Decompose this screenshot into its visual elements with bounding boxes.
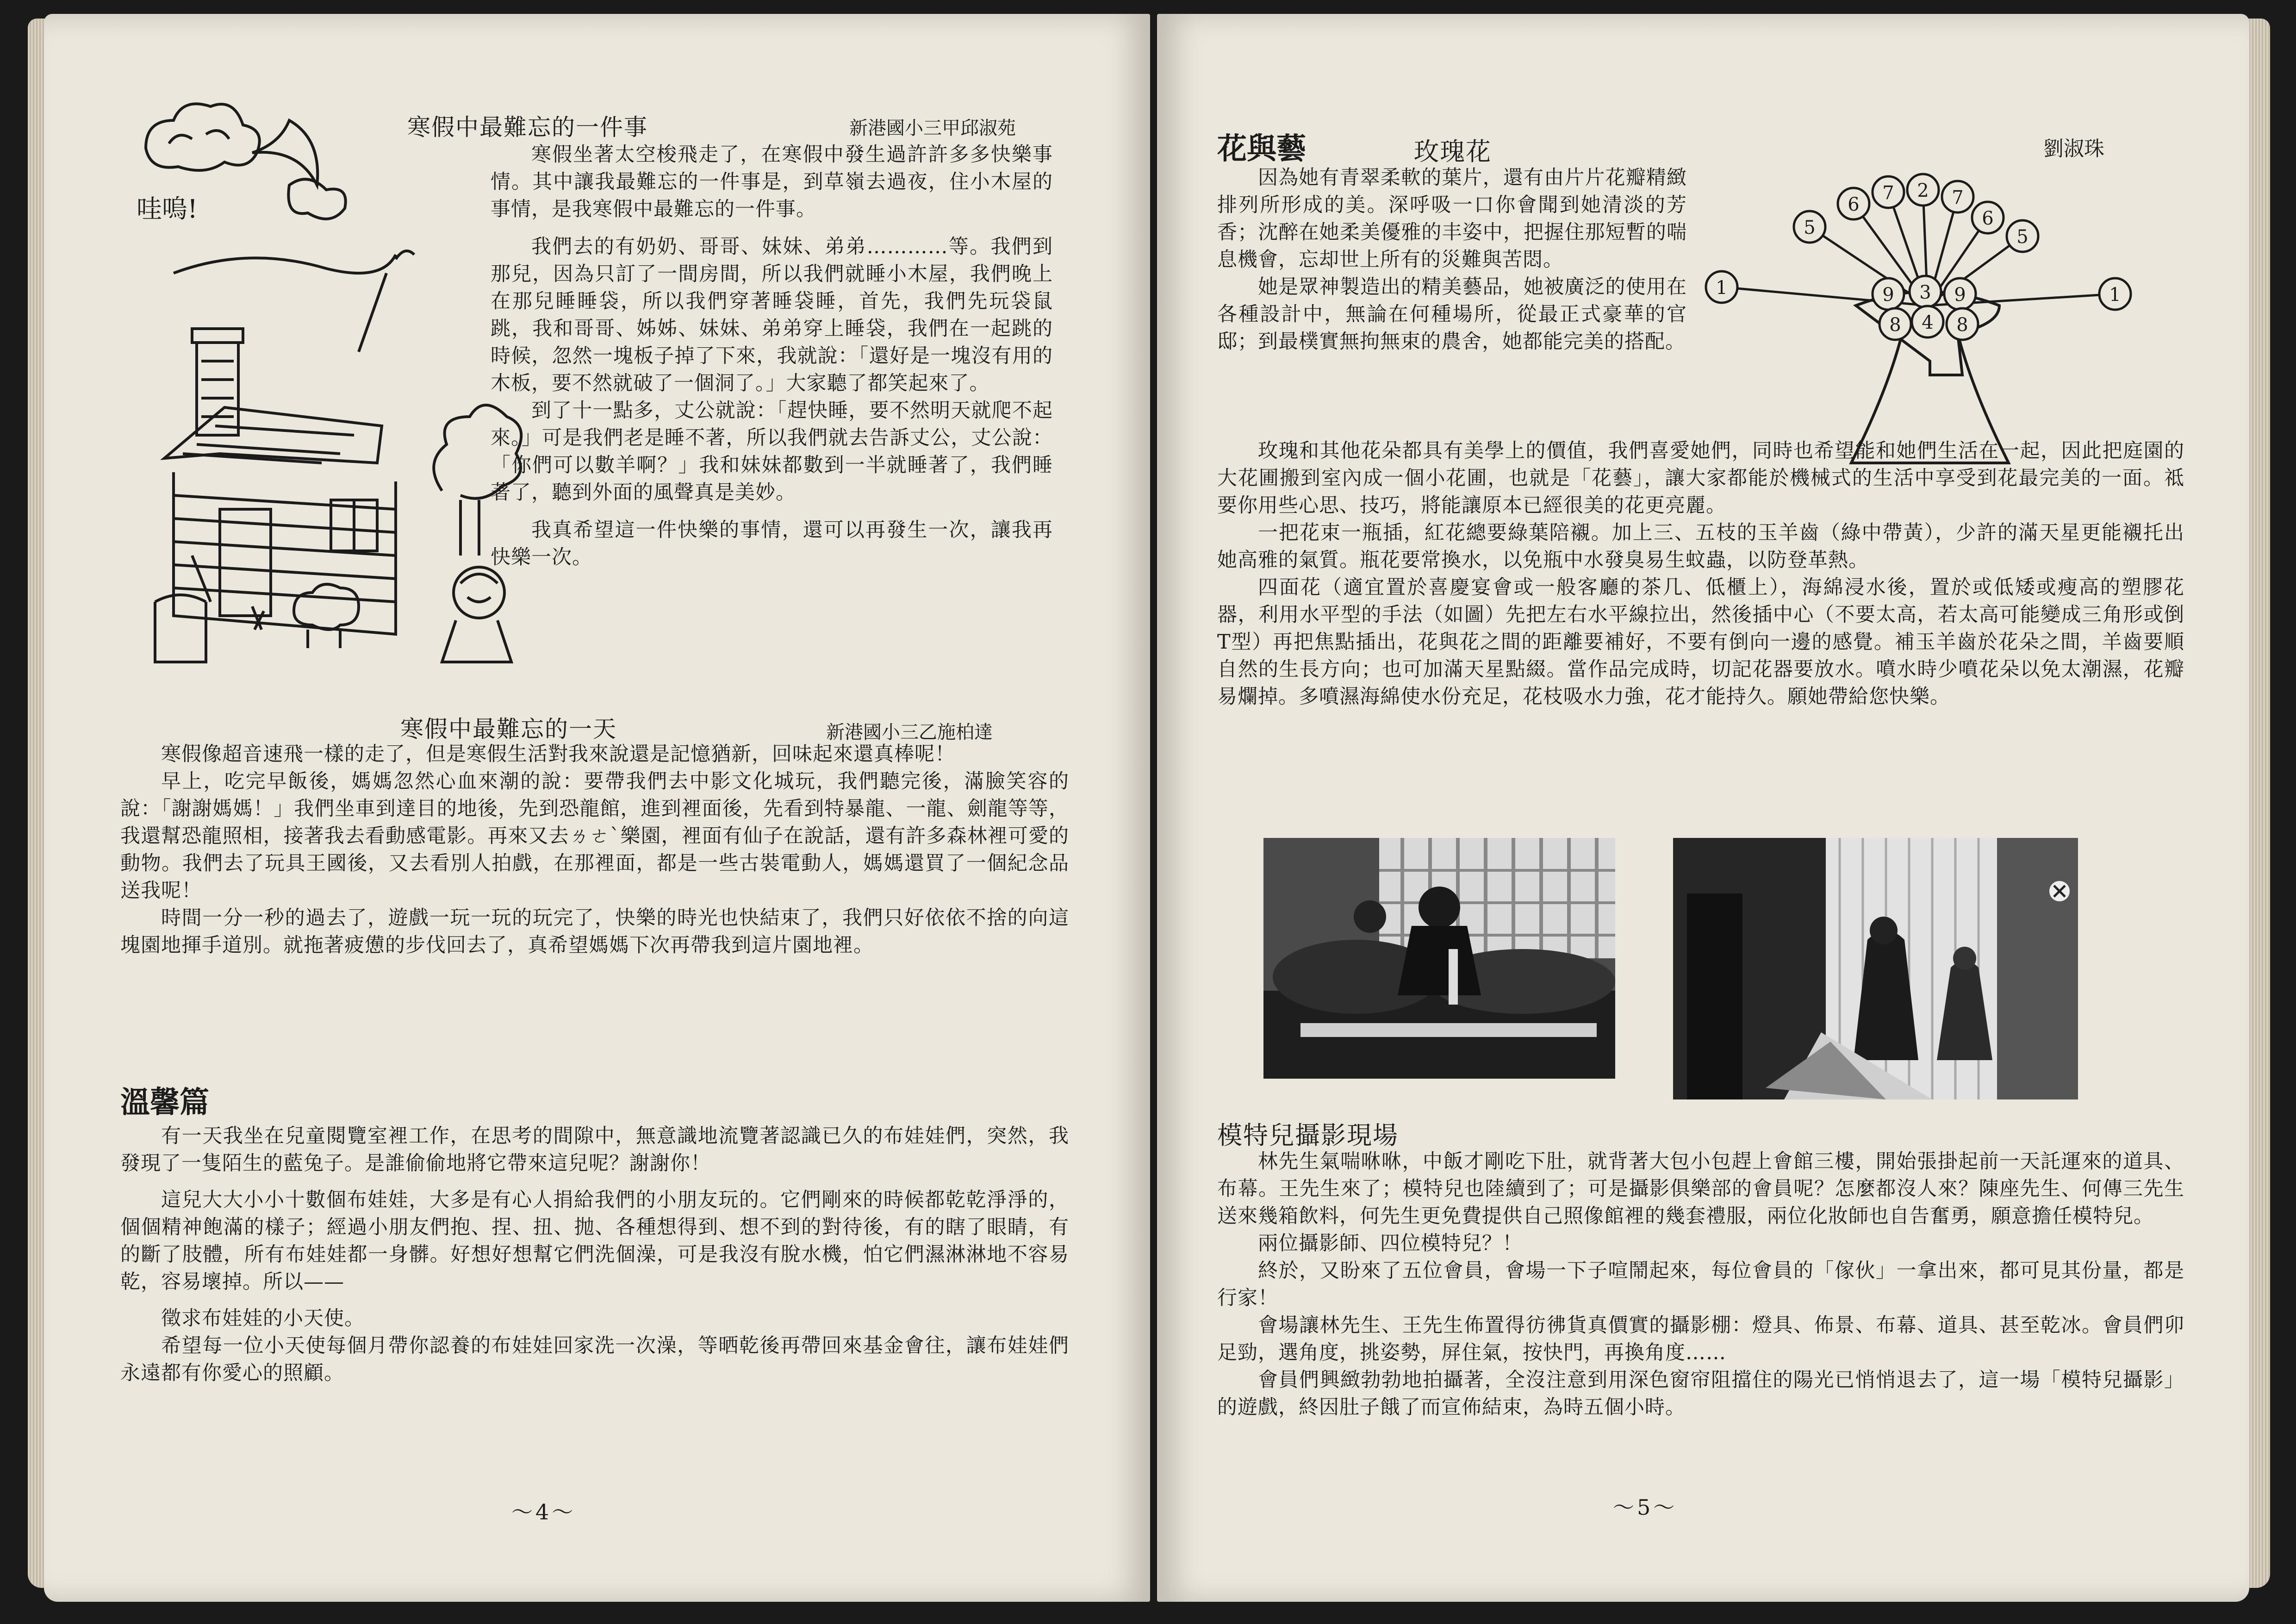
- story2-paragraph: 時間一分一秒的過去了，遊戲一玩一玩的玩完了，快樂的時光也快結束了，我們只好依依不捨的向這塊園地揮手道別。就拖著疲憊的步伐回去了，真希望媽媽下次再帶我到這片園地裡。: [120, 906, 1069, 957]
- flower-section-subheading: 玫瑰花: [1414, 137, 1492, 166]
- flower-paragraph: 因為她有青翠柔軟的葉片，還有由片片花瓣精緻排列所形成的美。深呼吸一口你會聞到她清淡的芳香；沈醉在她柔美優雅的丰姿中，把握住那短暫的喘息機會，忘却世上所有的災難與苦悶。: [1217, 166, 1687, 271]
- story1-paragraph: 我真希望這一件快樂的事情，還可以再發生一次，讓我再快樂一次。: [491, 518, 1053, 569]
- story2-body: [120, 741, 1069, 959]
- story1-paragraph: 我們去的有奶奶、哥哥、妹妹、弟弟…………等。我們到那兒，因為只訂了一間房間，所以我們就睡小木屋，我們晚上在那兒睡睡袋，所以我們穿著睡袋睡，首先，我們先玩袋鼠跳，我和哥哥、姊姊、妹妹、弟弟穿上睡袋，我們在一起跳的時候，忽然一塊板子掉了下來，我就說：「還好是一塊沒有用的木板，要不然就破了一個洞了。」大家聽了都笑起來了。: [491, 235, 1053, 395]
- model-shoot-heading: 模特兒攝影現場: [1217, 1121, 1399, 1150]
- story3-heading: 溫馨篇: [120, 1085, 209, 1120]
- model-shoot-body: [1217, 1148, 2184, 1421]
- model-shoot-paragraph: 會員們興緻勃勃地拍攝著，全沒注意到用深色窗帘阻擋住的陽光已悄悄退去了，這一場「模特兒攝影」的遊戲，終因肚子餓了而宣佈結束，為時五個小時。: [1217, 1368, 2184, 1419]
- flower-paragraph: 四面花（適宜置於喜慶宴會或一般客廳的茶几、低櫃上），海綿浸水後，置於或低矮或瘦高的塑膠花器，利用水平型的手法（如圖）先把左右水平線拉出，然後插中心（不要太高，若太高可能變成三角形或倒T型）再把焦點插出，花與花之間的距離要補好，不要有倒向一邊的感覺。補玉羊齒於花朵之間，羊齒要順自然的生長方向；也可加滿天星點綴。當作品完成時，切記花器要放水。噴水時少噴花朵以免太潮濕，花瓣易爛掉。多噴濕海綿使水份充足，花枝吸水力強，花才能持久。願她帶給您快樂。: [1217, 576, 2184, 708]
- diagram-flower-label: 4: [1922, 312, 1934, 333]
- flower-body-narrow: [1217, 164, 1687, 356]
- book-edge-right: [2247, 19, 2270, 1588]
- flower-body-wide: [1217, 437, 2184, 711]
- diagram-flower-label: 1: [2109, 284, 2121, 306]
- diagram-flower-label: 7: [1882, 182, 1894, 204]
- model-shoot-paragraph: 兩位攝影師、四位模特兒？！: [1258, 1232, 1523, 1255]
- model-shoot-paragraph: 會場讓林先生、王先生佈置得彷彿貨真價實的攝影棚：燈具、佈景、布幕、道具、甚至乾冰。會員們卯足勁，選角度，挑姿勢，屏住氣，按快門，再換角度……: [1217, 1314, 2184, 1364]
- story2-title: 寒假中最難忘的一天: [400, 716, 617, 743]
- story1-paragraph: 寒假坐著太空梭飛走了，在寒假中發生過許許多多快樂事情。其中讓我最難忘的一件事是，到草嶺去過夜，住小木屋的事情，是我寒假中最難忘的一件事。: [491, 143, 1053, 221]
- flower-paragraph: 玫瑰和其他花朵都具有美學上的價值，我們喜愛她們，同時也希望能和她們生活在一起，因此把庭園的大花圃搬到室內成一個小花圃，也就是「花藝」，讓大家都能於機械式的生活中享受到花最完美的一面。祗要你用些心思、技巧，將能讓原本已經很美的花更亮麗。: [1217, 439, 2184, 517]
- story2-paragraph: 早上，吃完早飯後，媽媽忽然心血來潮的說：要帶我們去中影文化城玩，我們聽完後，滿臉笑容的說：「謝謝媽媽！」我們坐車到達目的地後，先到恐龍館，進到裡面後，先看到特暴龍、一龍、劍龍等等，我還幫恐龍照相，接著我去看動感電影。再來又去ㄌㄜˋ樂園，裡面有仙子在說話，還有許多森林裡可愛的動物。我們去了玩具王國後，又去看別人拍戲，在那裡面，都是一些古裝電動人，媽媽還買了一個紀念品送我呢！: [120, 770, 1069, 902]
- book-edge-left: [28, 19, 46, 1588]
- flower-arrangement-diagram: [1703, 167, 2189, 481]
- diagram-flower-label: 2: [1917, 180, 1929, 201]
- diagram-flower-label: 6: [1982, 208, 1994, 229]
- photo-flower-arranging: [1263, 838, 1615, 1079]
- page-number-left: ～4～: [511, 1499, 576, 1524]
- diagram-flower-label: 5: [2016, 226, 2028, 248]
- flower-paragraph: 她是眾神製造出的精美藝品，她被廣泛的使用在各種設計中，無論在何種場所，從最正式豪華的官邸；到最樸實無拘無束的農舍，她都能完美的搭配。: [1217, 275, 1687, 353]
- diagram-flower-label: 8: [1956, 314, 1968, 336]
- svg-text:哇嗚!: 哇嗚!: [137, 194, 198, 224]
- cabin-illustration: [137, 93, 530, 676]
- diagram-flower-label: 8: [1889, 314, 1901, 336]
- story2-author: 新港國小三乙施柏達: [826, 722, 993, 743]
- diagram-flower-label: 3: [1919, 282, 1931, 303]
- diagram-flower-label: 9: [1954, 284, 1966, 306]
- model-shoot-paragraph: 林先生氣喘咻咻，中飯才剛吃下肚，就背著大包小包趕上會館三樓，開始張掛起前一天託運來的道具、布幕。王先生來了；模特兒也陸續到了；可是攝影俱樂部的會員呢？怎麼都沒人來？陳座先生、何傳三先生送來幾箱飲料，何先生更免費提供自己照像館裡的幾套禮服，兩位化妝師也自告奮勇，願意擔任模特兒。: [1217, 1150, 2184, 1228]
- diagram-flower-label: 7: [1952, 187, 1964, 208]
- story3-paragraph: 這兒大大小小十數個布娃娃，大多是有心人捐給我們的小朋友玩的。它們剛來的時候都乾乾淨淨的，個個精神飽滿的樣子；經過小朋友們抱、捏、扭、抛、各種想得到、想不到的對待後，有的瞎了眼睛，有的斷了肢體，所有布娃娃都一身髒。好想好想幫它們洗個澡，可是我沒有脫水機，怕它們濕淋淋地不容易乾，容易壞掉。所以——: [120, 1188, 1069, 1293]
- story1-paragraph: 到了十一點多，丈公就說：「趕快睡，要不然明天就爬不起來。」可是我們老是睡不著，所以我們就去告訴丈公，丈公說：「你們可以數羊啊？」我和妹妹都數到一半就睡著了，我們睡著了，聽到外面的風聲真是美妙。: [491, 399, 1053, 504]
- right-page: [1157, 14, 2249, 1602]
- left-page: [44, 14, 1150, 1602]
- diagram-flower-label: 6: [1848, 194, 1860, 215]
- diagram-flower-label: 5: [1804, 217, 1816, 238]
- diagram-flower-label: 9: [1882, 284, 1894, 306]
- diagram-flower-label: 1: [1716, 277, 1728, 299]
- story1-title: 寒假中最難忘的一件事: [407, 114, 648, 141]
- flower-section-heading: 花與藝: [1217, 131, 1306, 166]
- story3-paragraph: 徵求布娃娃的小天使。: [161, 1307, 365, 1330]
- story3-paragraph: 希望每一位小天使每個月帶你認養的布娃娃回家洗一次澡，等晒乾後再帶回來基金會往，讓布娃娃們永遠都有你愛心的照顧。: [120, 1334, 1069, 1385]
- story1-body: [491, 141, 1053, 571]
- flower-paragraph: 一把花束一瓶插，紅花總要綠葉陪襯。加上三、五枝的玉羊齒（綠中帶黃），少許的滿天星更能襯托出她高雅的氣質。瓶花要常換水，以免瓶中水發臭易生蚊蟲，以防登革熱。: [1217, 521, 2184, 572]
- story3-body: [120, 1123, 1069, 1387]
- flower-section-author: 劉淑珠: [2043, 137, 2104, 161]
- story2-paragraph: 寒假像超音速飛一樣的走了，但是寒假生活對我來說還是記憶猶新，回味起來還真棒呢！: [161, 743, 955, 766]
- photo-model-shoot: [1673, 838, 2078, 1099]
- model-shoot-paragraph: 終於，又盼來了五位會員，會場一下子喧鬧起來，每位會員的「傢伙」一拿出來，都可見其份量，都是行家！: [1217, 1259, 2184, 1310]
- page-number-right: ～5～: [1613, 1495, 1678, 1520]
- story1-author: 新港國小三甲邱淑苑: [849, 118, 1016, 139]
- story3-paragraph: 有一天我坐在兒童閱覽室裡工作，在思考的間隙中，無意識地流覽著認識已久的布娃娃們，突然，我發現了一隻陌生的藍兔子。是誰偷偷地將它帶來這兒呢？謝謝你！: [120, 1124, 1069, 1175]
